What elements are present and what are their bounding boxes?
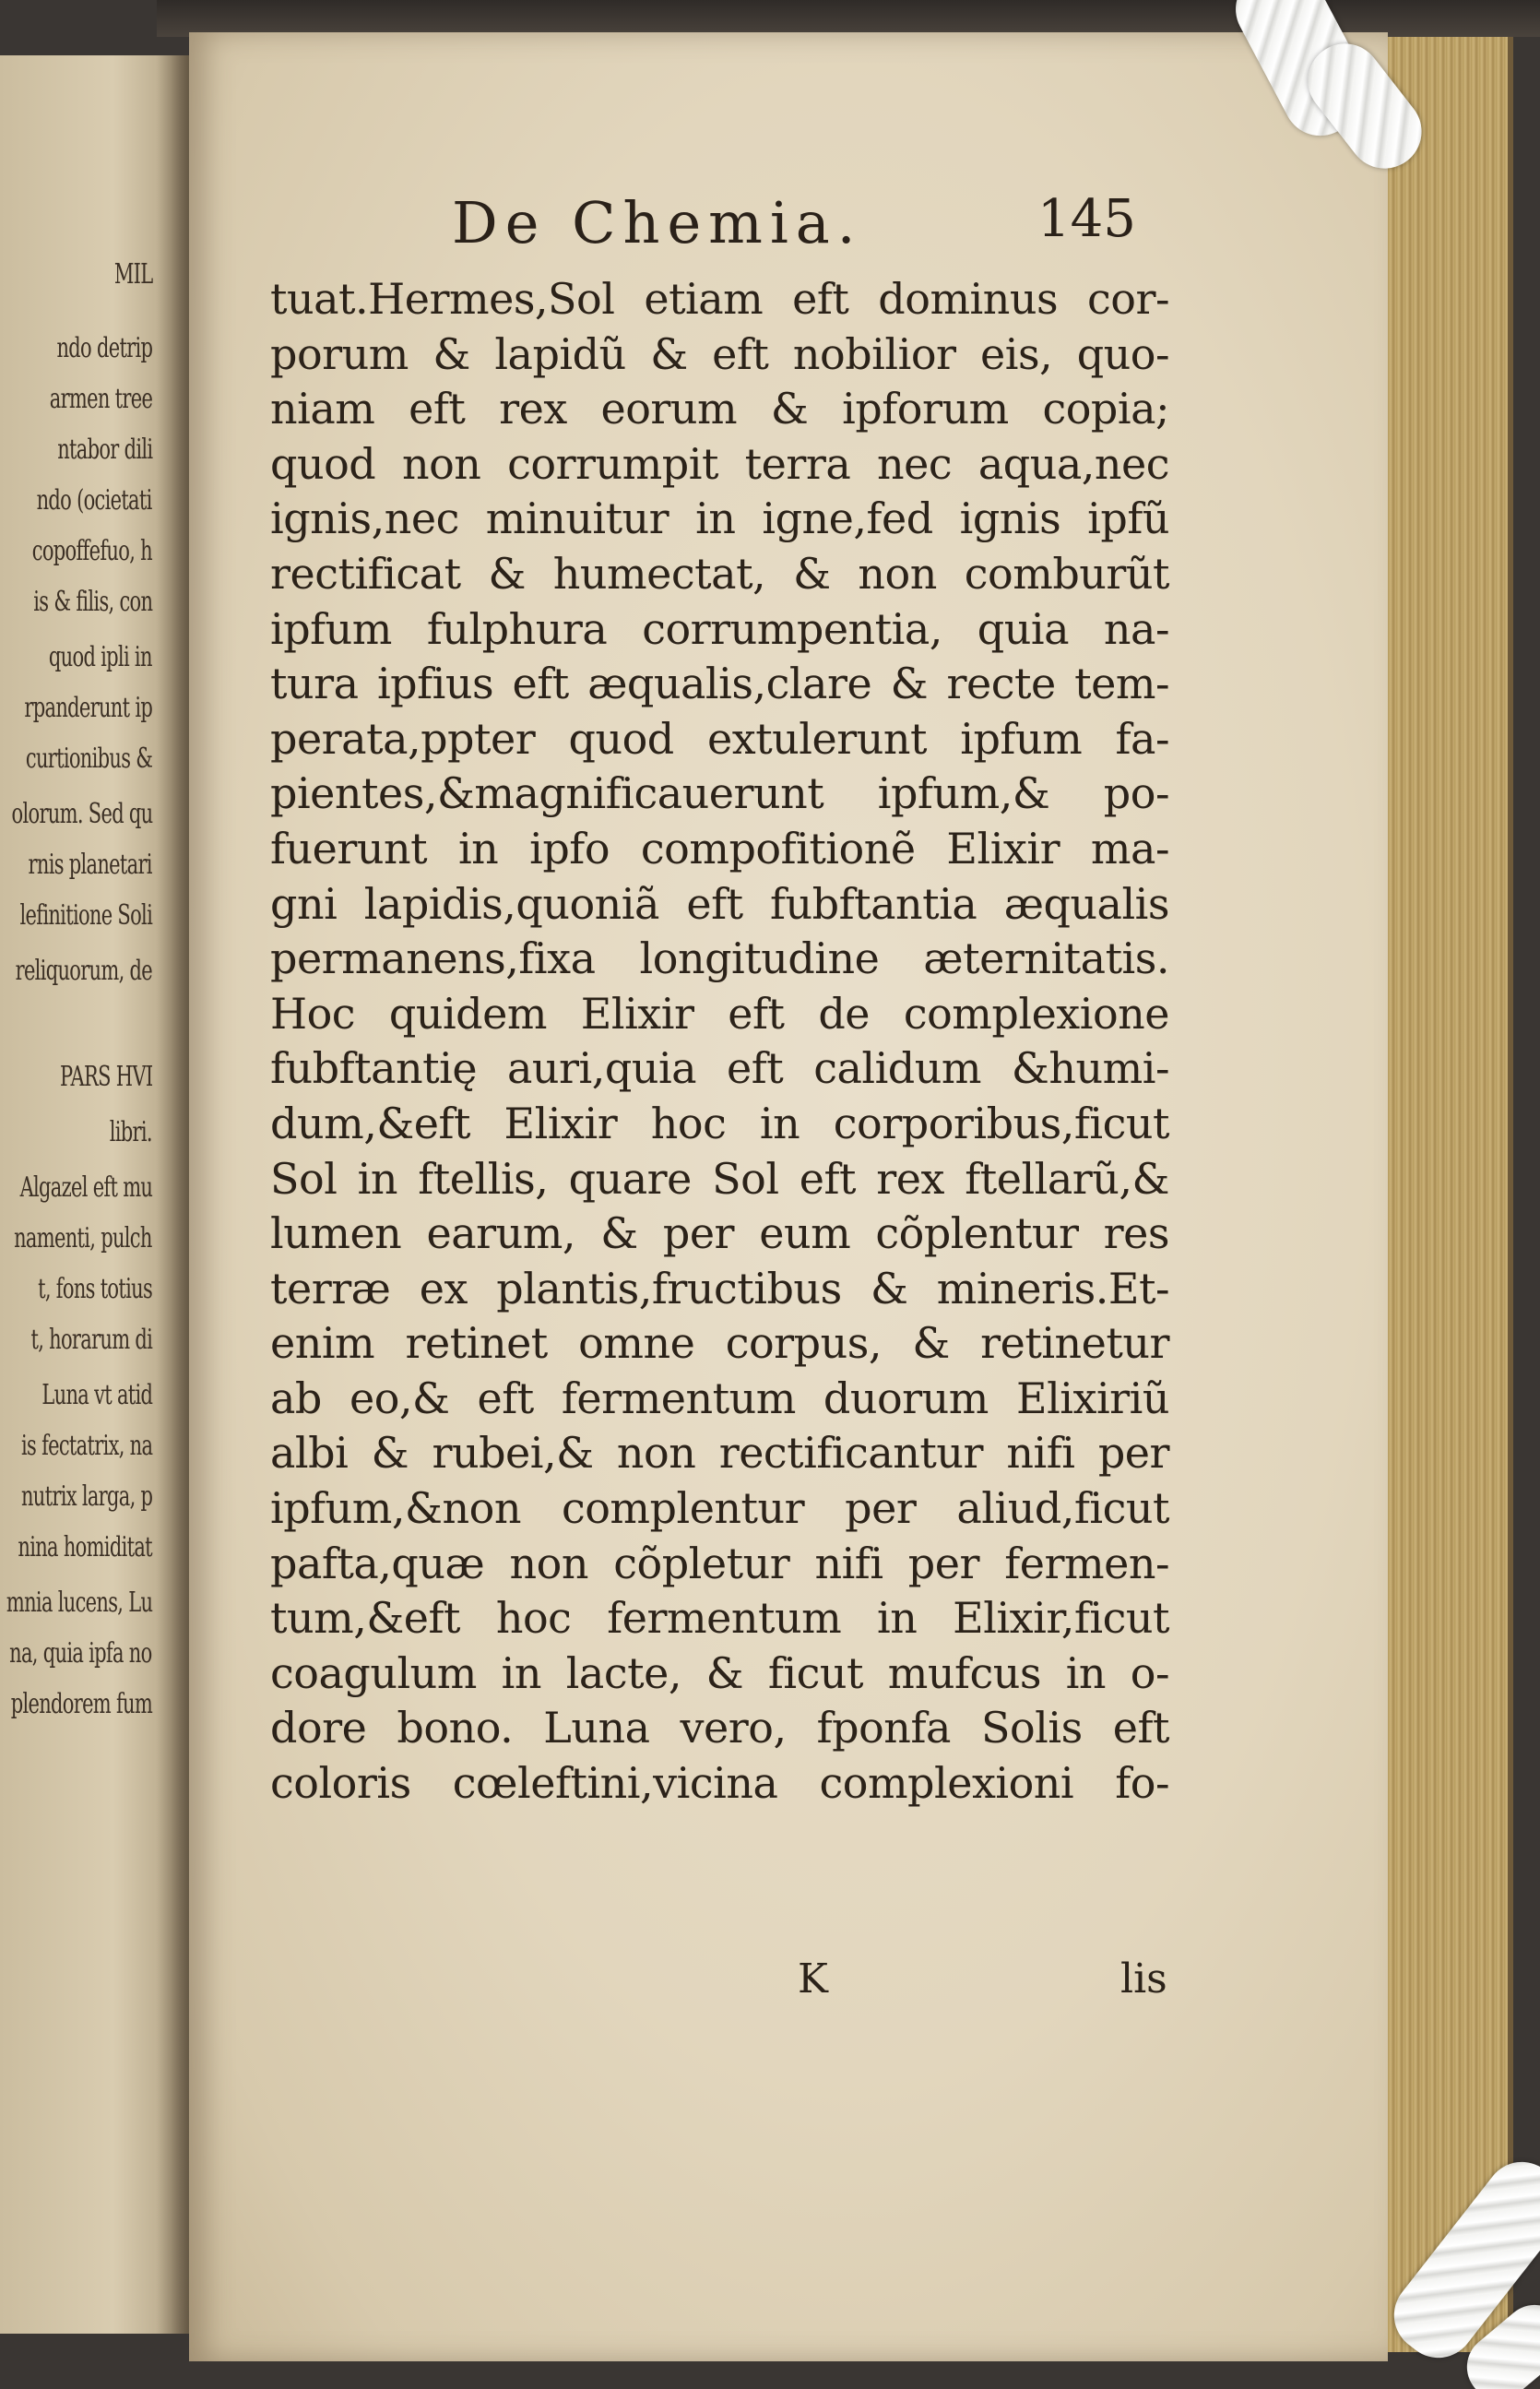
text-line: pafta,quæ non cõpletur nifi per fermen- [270, 1538, 1169, 1588]
text-line: tura ipfius eft æqualis,clare & recte tem- [270, 659, 1169, 709]
catchword: lis [1120, 1955, 1167, 2003]
text-line: coloris cœleftini,vicina complexioni fo- [270, 1758, 1169, 1809]
text-line: pientes,&magnificauerunt ipfum,& po- [270, 768, 1169, 819]
text-line: fubftantię auri,quia eft calidum &humi- [270, 1043, 1169, 1094]
left-page-line: reliquorum, de [15, 955, 152, 987]
left-page-line: MIL [113, 258, 152, 291]
left-page-line: nina homiditat [18, 1531, 152, 1563]
text-line: porum & lapidũ & eft nobilior eis, quo- [270, 328, 1169, 379]
text-line: lumen earum, & per eum cõplentur res [270, 1208, 1169, 1259]
left-page-line: ndo detrip [56, 332, 152, 364]
text-line: perata,ppter quod extulerunt ipfum fa- [270, 713, 1169, 764]
text-line: ipfum fulphura corrumpentia, quia na- [270, 603, 1169, 654]
left-page-line: is fectatrix, na [20, 1430, 152, 1462]
text-line: tuat.Hermes,Sol etiam eft dominus cor- [270, 274, 1169, 324]
text-line: ignis,nec minuitur in igne,fed ignis ipfũ [270, 493, 1169, 544]
text-line: ipfum,&non complentur per aliud,ficut [270, 1483, 1169, 1534]
running-head-title: De Chemia. [452, 189, 863, 256]
text-line: Hoc quidem Elixir eft de complexione [270, 988, 1169, 1039]
left-page-line: is & filis, con [32, 586, 152, 618]
left-page-line: t, horarum di [30, 1324, 152, 1356]
left-page-line: quod ipli in [49, 641, 152, 673]
left-page-line: olorum. Sed qu [11, 798, 152, 830]
text-line: rectificat & humectat, & non comburũt [270, 548, 1169, 599]
left-page-line: lefinitione Soli [19, 899, 152, 932]
left-page-line: ndo (ocietati [36, 484, 152, 517]
text-line: terræ ex plantis,fructibus & mineris.Et- [270, 1263, 1169, 1313]
left-page-line: Algazel eft mu [19, 1171, 152, 1204]
left-page-line: curtionibus & [25, 743, 152, 775]
left-page-line: rpanderunt ip [24, 692, 152, 724]
left-page-line: na, quia ipfa no [9, 1637, 152, 1670]
left-page-line: nutrix larga, p [20, 1480, 152, 1513]
text-line: ab eo,& eft fermentum duorum Elixiriũ [270, 1373, 1169, 1423]
page-number: 145 [1037, 189, 1136, 249]
text-line: coagulum in lacte, & ficut mufcus in o- [270, 1647, 1169, 1698]
text-line: tum,&eft hoc fermentum in Elixir,ficut [270, 1593, 1169, 1644]
body-text [270, 272, 1169, 1812]
left-page-line: namenti, pulch [14, 1222, 152, 1254]
signature-mark: K [798, 1955, 828, 2003]
running-head [267, 189, 1190, 263]
text-line: dum,&eft Elixir hoc in corporibus,ficut [270, 1098, 1169, 1148]
catchline [267, 1955, 1190, 2020]
text-line: Sol in ftellis, quare Sol eft rex ftellarũ,& [270, 1153, 1169, 1204]
left-page-line: plendorem fum [10, 1688, 152, 1720]
text-line: fuerunt in ipfo compofitionẽ Elixir ma- [270, 823, 1169, 874]
text-line: gni lapidis,quoniã eft fubftantia æqualis [270, 878, 1169, 929]
text-line: permanens,fixa longitudine æternitatis. [270, 933, 1169, 984]
text-line: dore bono. Luna vero, fponfa Solis eft [270, 1703, 1169, 1753]
left-page-line: rnis planetari [28, 849, 152, 881]
text-line: enim retinet omne corpus, & retinetur [270, 1318, 1169, 1369]
text-line: albi & rubei,& non rectificantur nifi per [270, 1428, 1169, 1479]
text-line: niam eft rex eorum & ipforum copia; [270, 384, 1169, 434]
left-page-line: libri. [109, 1116, 152, 1148]
left-page-line: PARS HVI [59, 1061, 152, 1093]
left-page-line: armen tree [49, 383, 152, 415]
text-line: quod non corrumpit terra nec aqua,nec [270, 438, 1169, 489]
left-page-line: t, fons totius [38, 1273, 152, 1305]
left-page-line: Luna vt atid [41, 1379, 152, 1411]
left-page-line: ntabor dili [56, 434, 152, 466]
left-page-line: copoffefuo, h [31, 535, 152, 567]
left-page-line: mnia lucens, Lu [6, 1587, 152, 1619]
page-edges [1388, 37, 1513, 2352]
